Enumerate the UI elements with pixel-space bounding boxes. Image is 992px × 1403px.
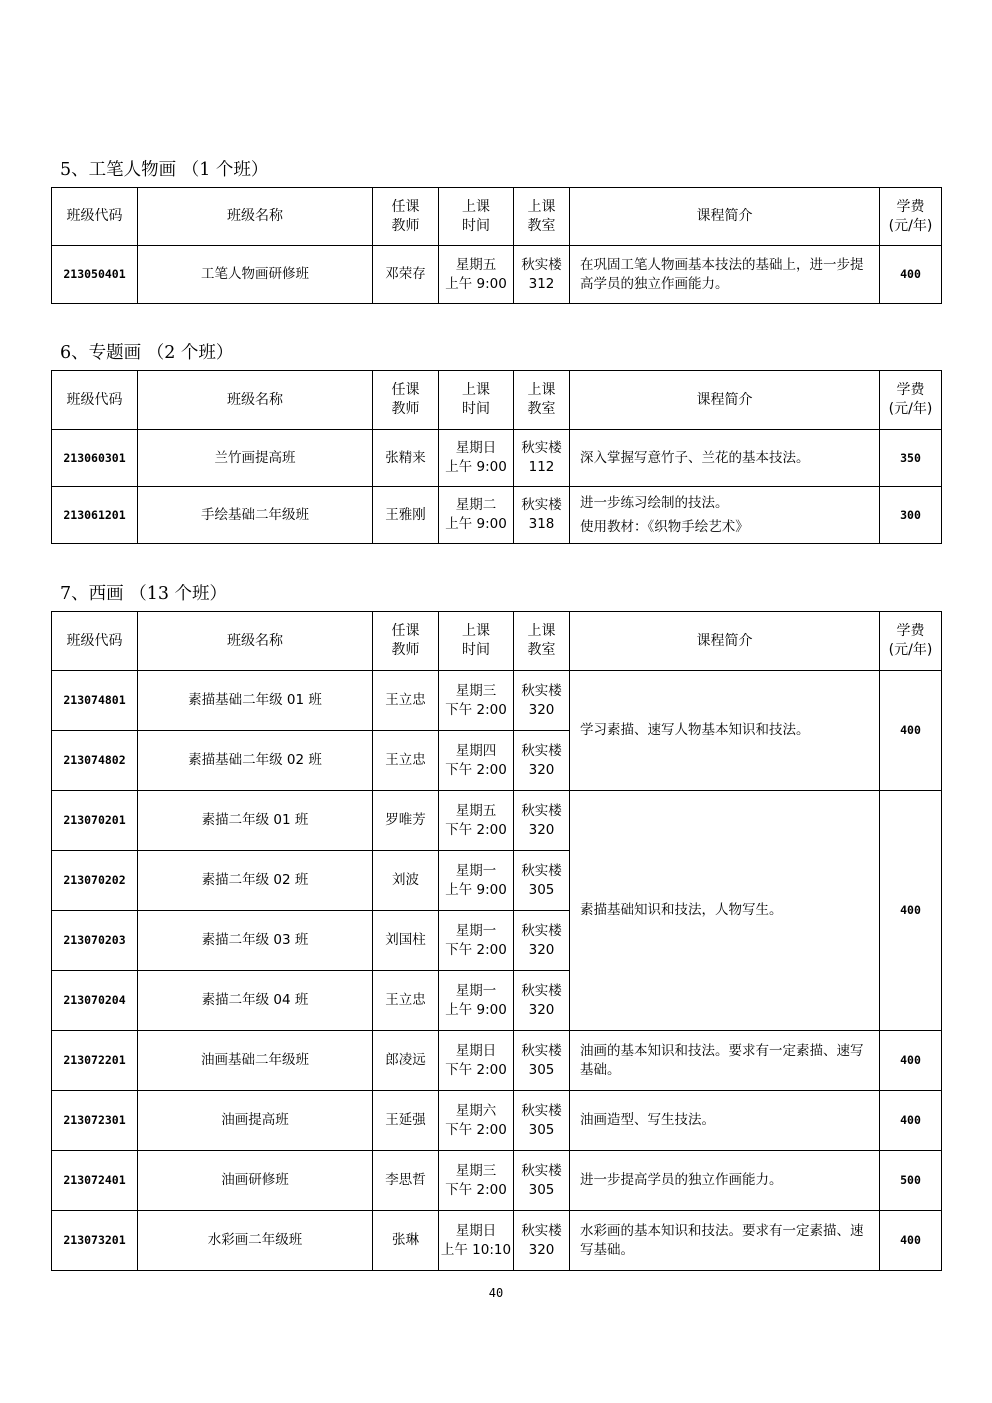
tuition-fee: 400 bbox=[880, 791, 942, 1031]
course-description: 进一步提高学员的独立作画能力。 bbox=[570, 1151, 880, 1211]
header-room: 上课 教室 bbox=[514, 371, 570, 430]
header-code: 班级代码 bbox=[52, 612, 138, 671]
teacher: 王雅刚 bbox=[373, 487, 439, 544]
class-time: 星期三 下午 2:00 bbox=[439, 1151, 514, 1211]
table-header-row bbox=[52, 612, 942, 671]
course-description: 学习素描、速写人物基本知识和技法。 bbox=[570, 671, 880, 791]
header-desc: 课程简介 bbox=[570, 371, 880, 430]
header-name: 班级名称 bbox=[138, 371, 373, 430]
classroom: 秋实楼 320 bbox=[514, 731, 570, 791]
classroom: 秋实楼 320 bbox=[514, 911, 570, 971]
header-time: 上课 时间 bbox=[439, 188, 514, 246]
classroom: 秋实楼 305 bbox=[514, 1031, 570, 1091]
class-code: 213072201 bbox=[52, 1031, 138, 1091]
header-fee: 学费 (元/年) bbox=[880, 612, 942, 671]
tuition-fee: 500 bbox=[880, 1151, 942, 1211]
class-code: 213070203 bbox=[52, 911, 138, 971]
class-name: 素描二年级 01 班 bbox=[138, 791, 373, 851]
teacher: 王立忠 bbox=[373, 971, 439, 1031]
classroom: 秋实楼 305 bbox=[514, 1091, 570, 1151]
table-header-row bbox=[52, 371, 942, 430]
table-row bbox=[52, 1091, 942, 1151]
header-time: 上课 时间 bbox=[439, 371, 514, 430]
classroom: 秋实楼 320 bbox=[514, 1211, 570, 1271]
class-name: 油画研修班 bbox=[138, 1151, 373, 1211]
table-row bbox=[52, 487, 942, 544]
classroom: 秋实楼 112 bbox=[514, 430, 570, 487]
class-time: 星期五 上午 9:00 bbox=[439, 246, 514, 304]
class-code: 213070204 bbox=[52, 971, 138, 1031]
course-description: 深入掌握写意竹子、兰花的基本技法。 bbox=[570, 430, 880, 487]
class-name: 工笔人物画研修班 bbox=[138, 246, 373, 304]
class-name: 素描二年级 02 班 bbox=[138, 851, 373, 911]
class-time: 星期日 上午 10:10 bbox=[439, 1211, 514, 1271]
class-code: 213061201 bbox=[52, 487, 138, 544]
classroom: 秋实楼 318 bbox=[514, 487, 570, 544]
course-description: 在巩固工笔人物画基本技法的基础上，进一步提高学员的独立作画能力。 bbox=[570, 246, 880, 304]
classroom: 秋实楼 305 bbox=[514, 1151, 570, 1211]
teacher: 罗唯芳 bbox=[373, 791, 439, 851]
teacher: 刘国柱 bbox=[373, 911, 439, 971]
class-time: 星期日 下午 2:00 bbox=[439, 1031, 514, 1091]
course-description: 进一步练习绘制的技法。 使用教材：《织物手绘艺术》 bbox=[570, 487, 880, 544]
tuition-fee: 400 bbox=[880, 246, 942, 304]
course-table-topical bbox=[51, 370, 942, 544]
class-name: 素描基础二年级 01 班 bbox=[138, 671, 373, 731]
classroom: 秋实楼 305 bbox=[514, 851, 570, 911]
header-desc: 课程简介 bbox=[570, 612, 880, 671]
teacher: 王延强 bbox=[373, 1091, 439, 1151]
header-room: 上课 教室 bbox=[514, 188, 570, 246]
class-code: 213050401 bbox=[52, 246, 138, 304]
class-code: 213072401 bbox=[52, 1151, 138, 1211]
table-header-row bbox=[52, 188, 942, 246]
classroom: 秋实楼 320 bbox=[514, 671, 570, 731]
teacher: 李思哲 bbox=[373, 1151, 439, 1211]
header-code: 班级代码 bbox=[52, 371, 138, 430]
class-time: 星期六 下午 2:00 bbox=[439, 1091, 514, 1151]
page-number: 40 bbox=[488, 1286, 504, 1300]
class-time: 星期一 上午 9:00 bbox=[439, 971, 514, 1031]
table-row bbox=[52, 246, 942, 304]
class-time: 星期二 上午 9:00 bbox=[439, 487, 514, 544]
header-room: 上课 教室 bbox=[514, 612, 570, 671]
header-teacher: 任课 教师 bbox=[373, 612, 439, 671]
class-time: 星期三 下午 2:00 bbox=[439, 671, 514, 731]
class-code: 213074802 bbox=[52, 731, 138, 791]
header-desc: 课程简介 bbox=[570, 188, 880, 246]
class-time: 星期五 下午 2:00 bbox=[439, 791, 514, 851]
class-code: 213070201 bbox=[52, 791, 138, 851]
class-code: 213074801 bbox=[52, 671, 138, 731]
class-time: 星期一 下午 2:00 bbox=[439, 911, 514, 971]
tuition-fee: 400 bbox=[880, 1031, 942, 1091]
teacher: 刘波 bbox=[373, 851, 439, 911]
tuition-fee: 400 bbox=[880, 1211, 942, 1271]
class-name: 油画基础二年级班 bbox=[138, 1031, 373, 1091]
table-row bbox=[52, 430, 942, 487]
tuition-fee: 400 bbox=[880, 1091, 942, 1151]
table-row bbox=[52, 1211, 942, 1271]
header-code: 班级代码 bbox=[52, 188, 138, 246]
header-fee: 学费 (元/年) bbox=[880, 188, 942, 246]
table-row bbox=[52, 791, 942, 851]
course-table-western bbox=[51, 611, 942, 1271]
class-name: 素描基础二年级 02 班 bbox=[138, 731, 373, 791]
header-fee: 学费 (元/年) bbox=[880, 371, 942, 430]
table-row bbox=[52, 1151, 942, 1211]
classroom: 秋实楼 320 bbox=[514, 791, 570, 851]
header-name: 班级名称 bbox=[138, 188, 373, 246]
section-title: 5、工笔人物画 （1 个班） bbox=[60, 160, 269, 180]
header-name: 班级名称 bbox=[138, 612, 373, 671]
class-code: 213072301 bbox=[52, 1091, 138, 1151]
header-teacher: 任课 教师 bbox=[373, 371, 439, 430]
teacher: 张琳 bbox=[373, 1211, 439, 1271]
course-description: 素描基础知识和技法，人物写生。 bbox=[570, 791, 880, 1031]
teacher: 张精来 bbox=[373, 430, 439, 487]
class-code: 213070202 bbox=[52, 851, 138, 911]
course-description: 油画造型、写生技法。 bbox=[570, 1091, 880, 1151]
class-time: 星期一 上午 9:00 bbox=[439, 851, 514, 911]
class-name: 手绘基础二年级班 bbox=[138, 487, 373, 544]
class-code: 213060301 bbox=[52, 430, 138, 487]
class-name: 水彩画二年级班 bbox=[138, 1211, 373, 1271]
teacher: 王立忠 bbox=[373, 731, 439, 791]
class-time: 星期日 上午 9:00 bbox=[439, 430, 514, 487]
course-description: 油画的基本知识和技法。要求有一定素描、速写基础。 bbox=[570, 1031, 880, 1091]
tuition-fee: 300 bbox=[880, 487, 942, 544]
class-name: 素描二年级 03 班 bbox=[138, 911, 373, 971]
tuition-fee: 400 bbox=[880, 671, 942, 791]
classroom: 秋实楼 320 bbox=[514, 971, 570, 1031]
teacher: 邓荣存 bbox=[373, 246, 439, 304]
table-row bbox=[52, 1031, 942, 1091]
class-name: 油画提高班 bbox=[138, 1091, 373, 1151]
tuition-fee: 350 bbox=[880, 430, 942, 487]
section-title: 6、专题画 （2 个班） bbox=[60, 343, 234, 363]
teacher: 郎凌远 bbox=[373, 1031, 439, 1091]
section-title: 7、西画 （13 个班） bbox=[60, 584, 228, 604]
table-row bbox=[52, 671, 942, 731]
classroom: 秋实楼 312 bbox=[514, 246, 570, 304]
course-table-gongbi bbox=[51, 187, 942, 304]
class-name: 兰竹画提高班 bbox=[138, 430, 373, 487]
class-name: 素描二年级 04 班 bbox=[138, 971, 373, 1031]
header-teacher: 任课 教师 bbox=[373, 188, 439, 246]
teacher: 王立忠 bbox=[373, 671, 439, 731]
header-time: 上课 时间 bbox=[439, 612, 514, 671]
class-time: 星期四 下午 2:00 bbox=[439, 731, 514, 791]
class-code: 213073201 bbox=[52, 1211, 138, 1271]
course-description: 水彩画的基本知识和技法。要求有一定素描、速写基础。 bbox=[570, 1211, 880, 1271]
